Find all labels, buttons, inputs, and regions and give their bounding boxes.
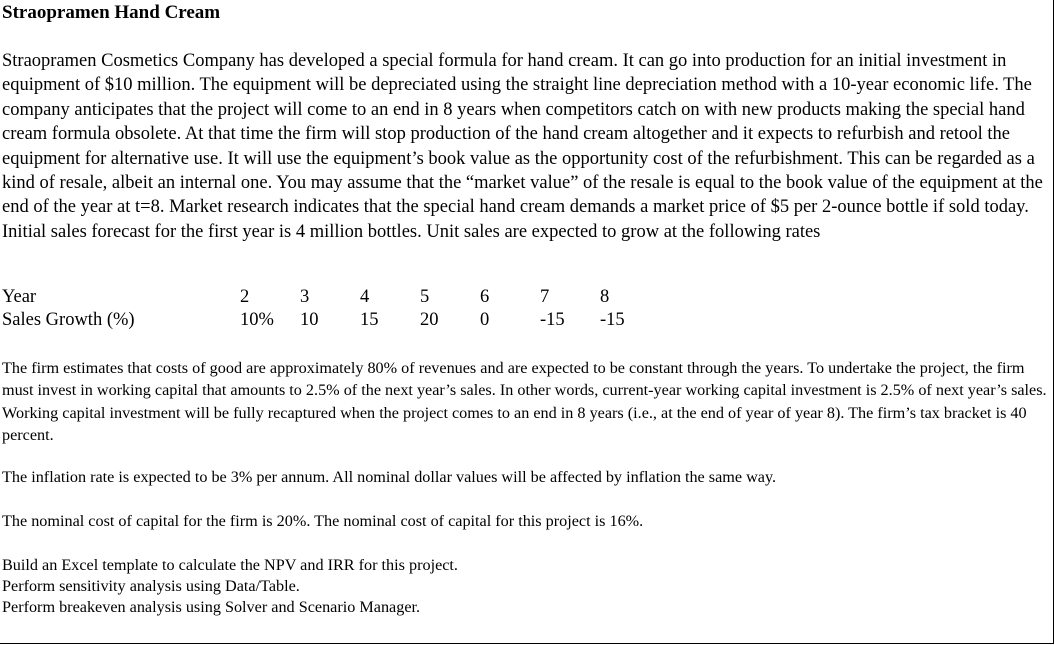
growth-cell: 20	[420, 310, 439, 330]
task-item: Perform breakeven analysis using Solver and Scenario Manager.	[2, 598, 421, 616]
inflation-paragraph: The inflation rate is expected to be 3% per annum. All nominal dollar values will be affected by inflation the same way.	[2, 468, 777, 486]
growth-label: Sales Growth (%)	[2, 310, 135, 330]
growth-cell: 10%	[240, 310, 274, 330]
year-cell: 8	[600, 287, 610, 307]
year-cell: 2	[240, 287, 250, 307]
document-title: Straopramen Hand Cream	[2, 2, 221, 23]
growth-cell: 0	[480, 310, 490, 330]
year-cell: 6	[480, 287, 490, 307]
year-cell: 3	[300, 287, 310, 307]
growth-cell: 10	[300, 310, 319, 330]
intro-paragraph: Straopramen Cosmetics Company has developed a special formula for hand cream. It can go into production for an initial investment in equipment of $10 million. The equipment will be depreciated using the straight line depreciation method with a 10-year economic life. The company anticipates that the project will come to an end in 8 years when competitors catch on with new products making the special hand cream formula obsolete. At that time the firm will stop production of the hand cream altogether and it expects to refurbish and retool the equipment for alternative use. It will use the equipment’s book value as the opportunity cost of the refurbishment. This can be regarded as a kind of resale, albeit an internal one. You may assume that the “market value” of the resale is equal to the book value of the equipment at the end of the year at t=8. Market research indicates that the special hand cream demands a market price of $5 per 2-ounce bottle if sold today. Initial sales forecast for the first year is 4 million bottles. Unit sales are expected to grow at the following rates	[2, 51, 1043, 242]
growth-cell: -15	[540, 310, 565, 330]
year-cell: 4	[360, 287, 370, 307]
costs-paragraph: The firm estimates that costs of good are approximately 80% of revenues and are expected to be constant through the years. To undertake the project, the firm must invest in working capital that amounts to 2.5% of the next year’s sales. In other words, current-year working capital investment is 2.5% of next year’s sales. Working capital investment will be fully recaptured when the project comes to an end in 8 years (i.e., at the end of year of year 8). The firm’s tax bracket is 40 percent.	[2, 359, 1047, 444]
year-label: Year	[2, 287, 37, 307]
growth-cell: 15	[360, 310, 379, 330]
cost-of-capital-paragraph: The nominal cost of capital for the firm is 20%. The nominal cost of capital for this project is 16%.	[2, 512, 644, 530]
year-cell: 5	[420, 287, 430, 307]
year-cell: 7	[540, 287, 550, 307]
task-item: Build an Excel template to calculate the NPV and IRR for this project.	[2, 556, 458, 574]
growth-cell: -15	[600, 310, 625, 330]
task-item: Perform sensitivity analysis using Data/Table.	[2, 577, 300, 595]
